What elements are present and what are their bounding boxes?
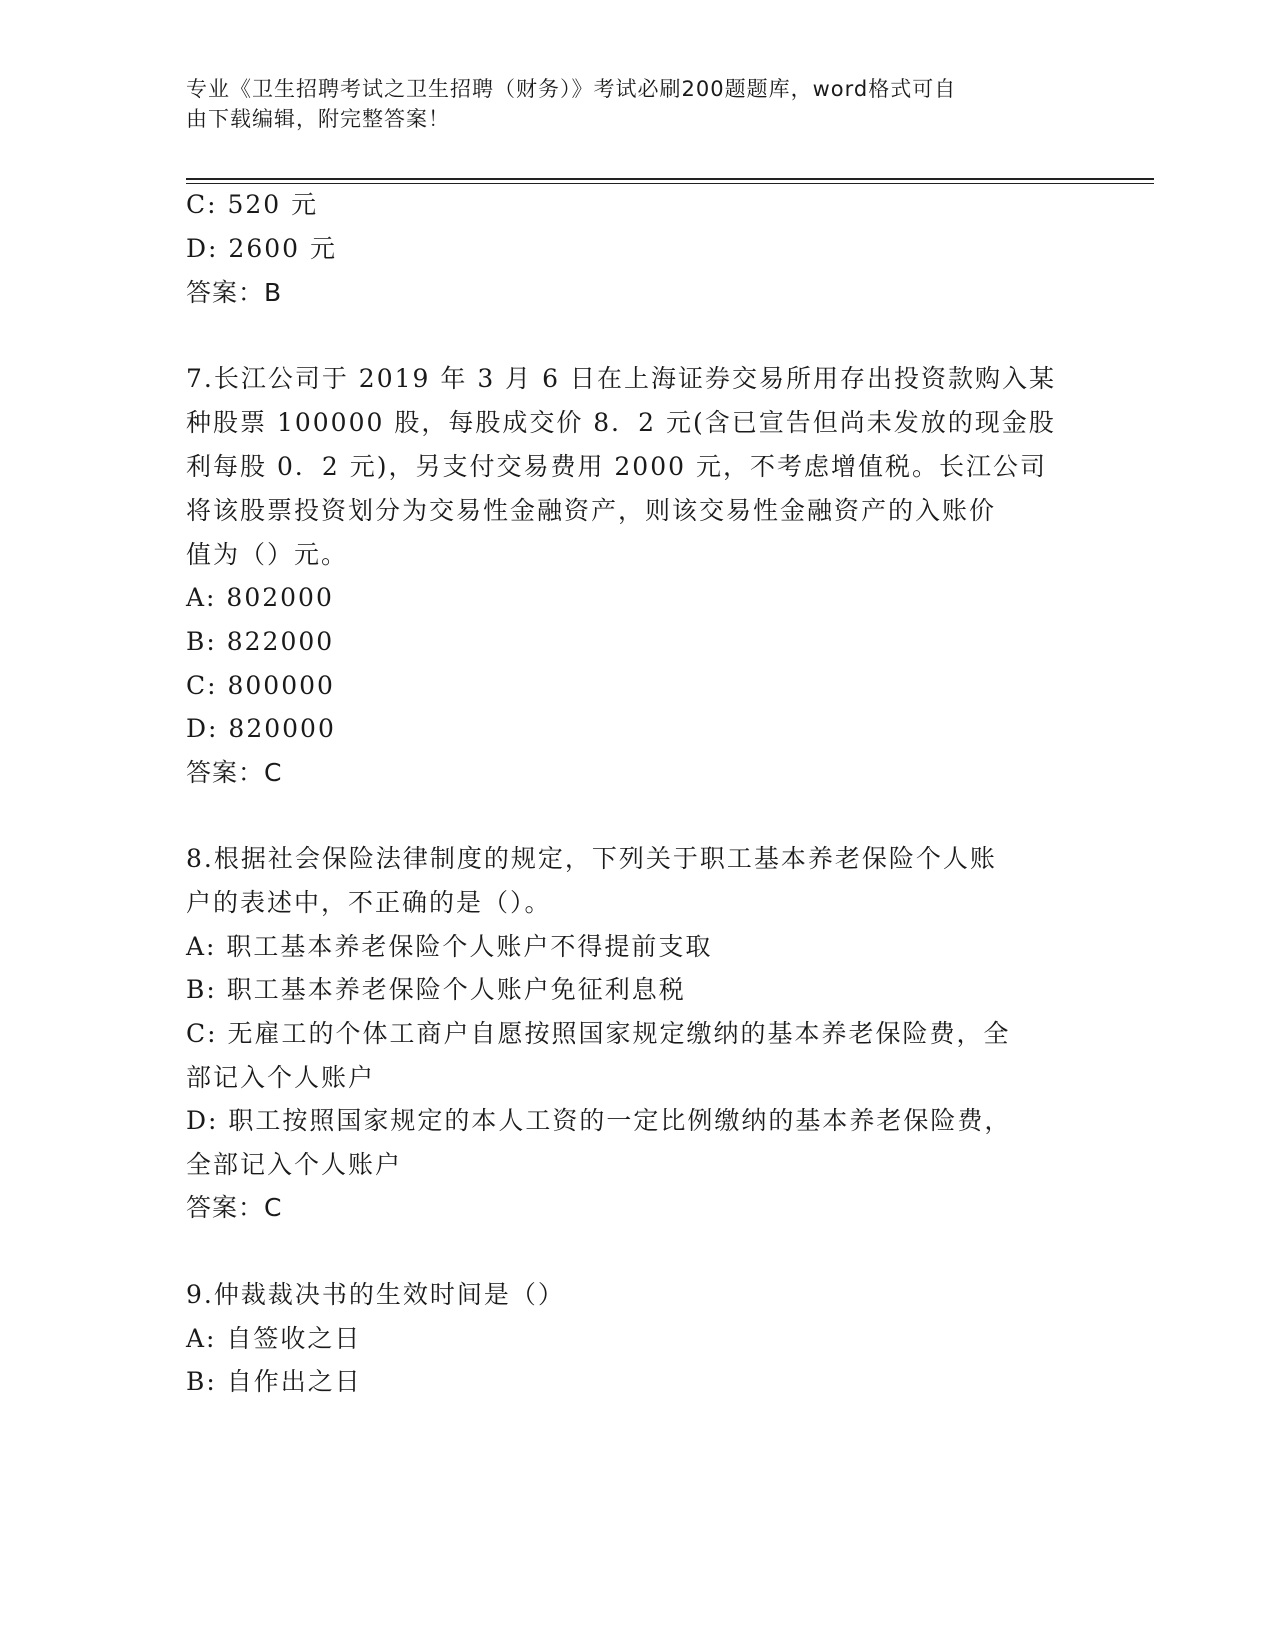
q7-stem-line: 7.长江公司于 2019 年 3 月 6 日在上海证券交易所用存出投资款购入某: [186, 364, 1056, 393]
q6-answer: 答案：B: [186, 278, 283, 307]
q7-stem-line: 值为（）元。: [186, 540, 349, 569]
q8-option-a: A: 职工基本养老保险个人账户不得提前支取: [186, 932, 713, 961]
q7-option-a: A: 802000: [186, 583, 334, 612]
q9-option-b: B: 自作出之日: [186, 1367, 362, 1396]
document-header: [186, 74, 1066, 134]
q8-answer: 答案：C: [186, 1193, 283, 1222]
header-line-1: 专业《卫生招聘考试之卫生招聘（财务）》考试必刷200题题库，word格式可自: [186, 77, 957, 101]
header-line-2: 由下载编辑，附完整答案！: [186, 107, 450, 131]
q8-stem-line: 8.根据社会保险法律制度的规定，下列关于职工基本养老保险个人账: [186, 844, 997, 873]
q8-option-c-line: C: 无雇工的个体工商户自愿按照国家规定缴纳的基本养老保险费，全: [186, 1019, 1011, 1048]
q7-answer: 答案：C: [186, 758, 283, 787]
q8-option-d-line: D: 职工按照国家规定的本人工资的一定比例缴纳的基本养老保险费，: [186, 1106, 1012, 1135]
header-divider-thin: [186, 183, 1154, 184]
q7-stem-line: 种股票 100000 股，每股成交价 8．2 元(含已宣告但尚未发放的现金股: [186, 408, 1056, 437]
q7-option-b: B: 822000: [186, 627, 335, 656]
q9-option-a: A: 自签收之日: [186, 1324, 362, 1353]
q7-option-c: C: 800000: [186, 671, 335, 700]
q6-option-d: D: 2600 元: [186, 234, 337, 263]
q7-stem-line: 利每股 0．2 元)，另支付交易费用 2000 元，不考虑增值税。长江公司: [186, 452, 1047, 481]
q6-option-c: C: 520 元: [186, 190, 319, 219]
q8-stem-line: 户的表述中，不正确的是（）。: [186, 888, 552, 917]
q7-stem-line: 将该股票投资划分为交易性金融资产，则该交易性金融资产的入账价: [186, 496, 997, 525]
q8-option-c-line: 部记入个人账户: [186, 1063, 376, 1092]
q9-stem: 9.仲裁裁决书的生效时间是（）: [186, 1280, 565, 1309]
q7-option-d: D: 820000: [186, 714, 336, 743]
header-divider: [186, 178, 1154, 180]
q8-option-d-line: 全部记入个人账户: [186, 1150, 403, 1179]
q8-option-b: B: 职工基本养老保险个人账户免征利息税: [186, 975, 686, 1004]
